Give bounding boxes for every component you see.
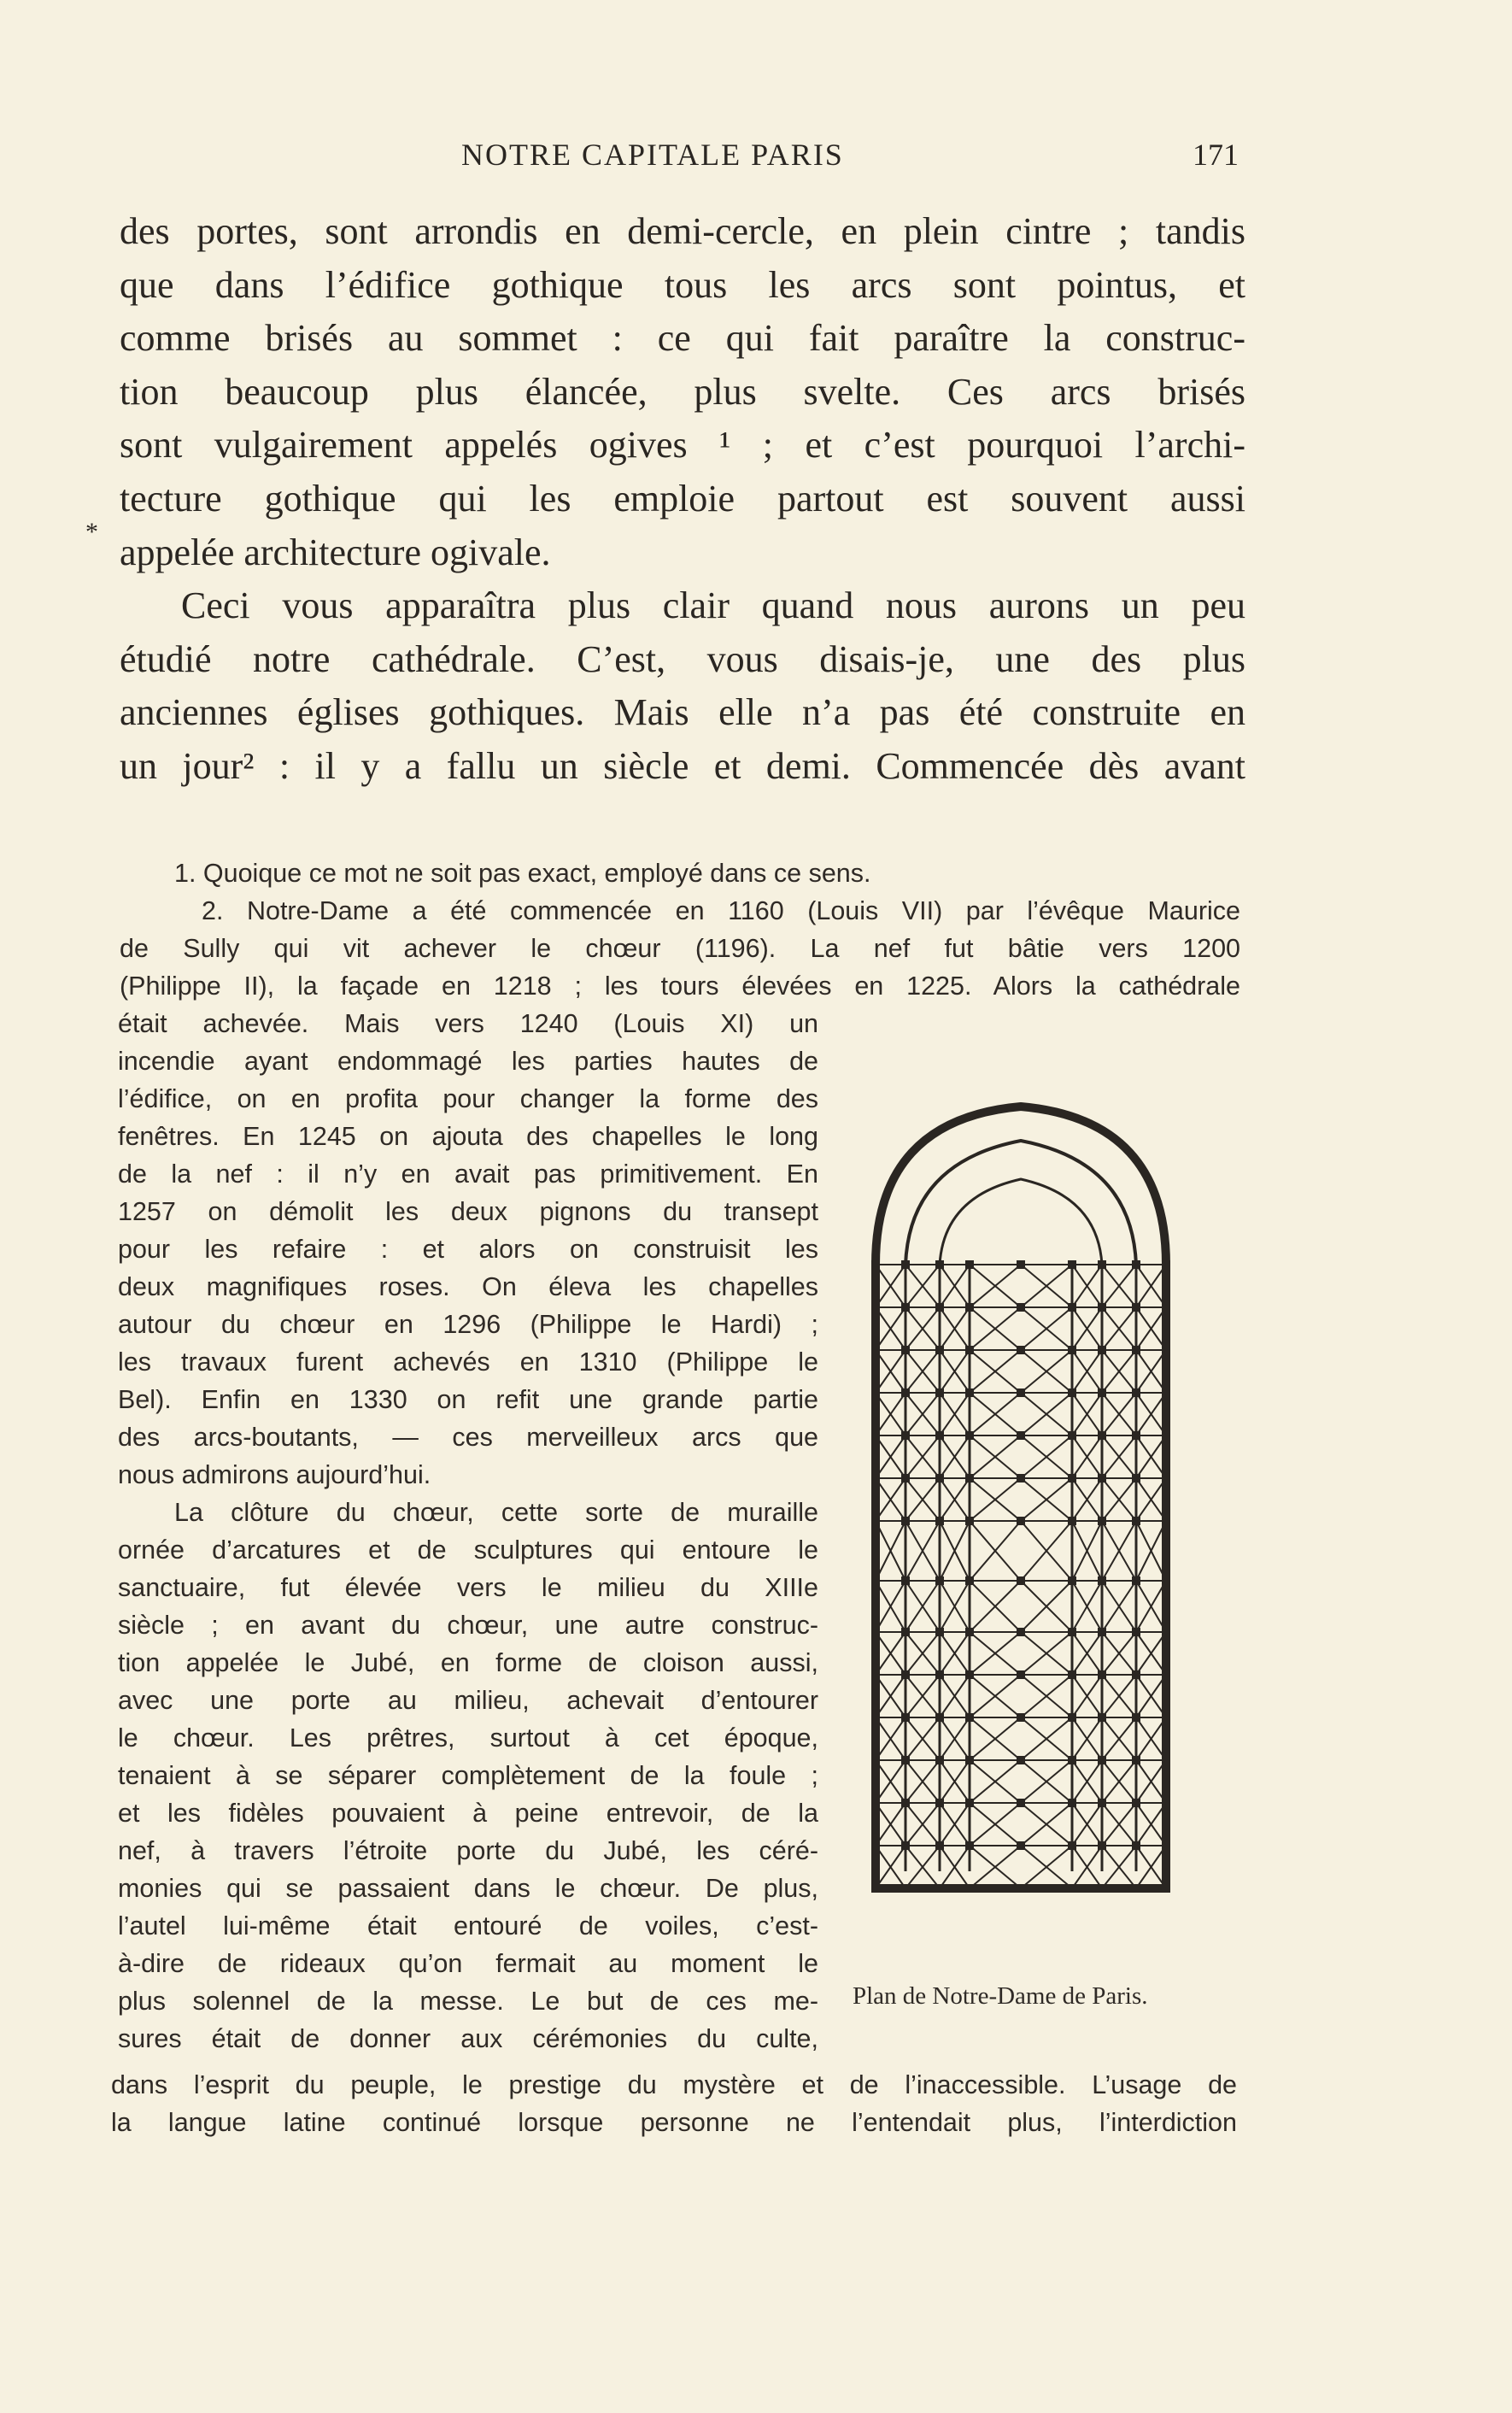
pier (965, 1346, 974, 1354)
pier (871, 1389, 880, 1397)
pier (1132, 1628, 1140, 1636)
footnote-line: l’édifice, on en profita pour changer la forme des (118, 1084, 818, 1113)
pier (871, 1576, 880, 1585)
pier (871, 1756, 880, 1764)
margin-mark: * (85, 518, 98, 546)
pier (1017, 1799, 1025, 1807)
pier (1017, 1431, 1025, 1440)
footnote-line: fenêtres. En 1245 on ajouta des chapelles le long (118, 1122, 818, 1151)
pier (871, 1431, 880, 1440)
pier (1132, 1260, 1140, 1269)
body-line: que dans l’édifice gothique tous les arcs sont pointus, et (120, 263, 1245, 306)
footnote-line: plus solennel de la messe. Le but de ces me- (118, 1987, 818, 2016)
pier (965, 1474, 974, 1482)
pier (935, 1670, 944, 1679)
footnote-line: de Sully qui vit achever le chœur (1196). La nef fut bâtie vers 1200 (120, 934, 1240, 963)
pier (1068, 1517, 1076, 1525)
pier (1017, 1346, 1025, 1354)
pier (935, 1884, 944, 1893)
pier (1162, 1389, 1170, 1397)
pier (901, 1389, 910, 1397)
body-line: sont vulgairement appelés ogives ¹ ; et c’est pourquoi l’archi- (120, 424, 1245, 467)
footnote-line: sanctuaire, fut élevée vers le milieu du XIIIe (118, 1573, 818, 1602)
pier (901, 1628, 910, 1636)
footnote-line: autour du chœur en 1296 (Philippe le Hardi) ; (118, 1310, 818, 1339)
pier (965, 1670, 974, 1679)
pier (1017, 1389, 1025, 1397)
pier (1017, 1303, 1025, 1312)
body-text (120, 205, 1245, 794)
pier (1162, 1799, 1170, 1807)
footnotes-column (118, 1005, 818, 2058)
pier (1017, 1260, 1025, 1269)
pier (1132, 1517, 1140, 1525)
pier (1132, 1303, 1140, 1312)
pier (965, 1756, 974, 1764)
pier (935, 1389, 944, 1397)
pier (1162, 1841, 1170, 1850)
pier (871, 1884, 880, 1893)
footnote-line: la langue latine continué lorsque personne ne l’entendait plus, l’interdiction (111, 2108, 1237, 2137)
pier (1068, 1431, 1076, 1440)
pier (965, 1841, 974, 1850)
body-line: des portes, sont arrondis en demi-cercle, en plein cintre ; tandis (120, 210, 1245, 252)
pier (1132, 1346, 1140, 1354)
pier (1162, 1756, 1170, 1764)
pier (1017, 1517, 1025, 1525)
pier (935, 1346, 944, 1354)
footnote-line: nef, à travers l’étroite porte du Jubé, les céré- (118, 1836, 818, 1865)
pier (1132, 1431, 1140, 1440)
pier (1098, 1576, 1106, 1585)
pier (1068, 1260, 1076, 1269)
page-header (0, 137, 1512, 179)
footnote-line: et les fidèles pouvaient à peine entrevoir, de la (118, 1799, 818, 1828)
pier (901, 1517, 910, 1525)
footnote-line: pour les refaire : et alors on construisit les (118, 1235, 818, 1264)
pier (1132, 1799, 1140, 1807)
pier (965, 1799, 974, 1807)
pier (965, 1260, 974, 1269)
pier (901, 1670, 910, 1679)
pier (1162, 1474, 1170, 1482)
footnote-line: avec une porte au milieu, achevait d’entourer (118, 1686, 818, 1715)
pier (965, 1303, 974, 1312)
pier (1162, 1884, 1170, 1893)
footnote-line: l’autel lui-même était entouré de voiles, c’est- (118, 1911, 818, 1940)
pier (1068, 1756, 1076, 1764)
footnote-line: tion appelée le Jubé, en forme de cloison aussi, (118, 1648, 818, 1677)
footnote-line: deux magnifiques roses. On éleva les chapelles (118, 1272, 818, 1301)
pier (1098, 1517, 1106, 1525)
pier (1162, 1303, 1170, 1312)
footnote-line: nous admirons aujourd’hui. (118, 1460, 431, 1489)
pier (935, 1576, 944, 1585)
pier (1068, 1346, 1076, 1354)
footnote-line: les travaux furent achevés en 1310 (Philippe le (118, 1347, 818, 1377)
footnote-2: 2. Notre-Dame a été commencée en 1160 (Louis VII) par l’évêque Maurice (202, 896, 1240, 925)
pier (1098, 1670, 1106, 1679)
body-line: tecture gothique qui les emploie partout est souvent aussi (120, 477, 1245, 520)
pier (1017, 1576, 1025, 1585)
pier (965, 1517, 974, 1525)
pier (1068, 1884, 1076, 1893)
pier (1017, 1628, 1025, 1636)
pier (871, 1670, 880, 1679)
pier (965, 1884, 974, 1893)
footnote-line: dans l’esprit du peuple, le prestige du mystère et de l’inaccessible. L’usage de (111, 2070, 1237, 2099)
pier (965, 1628, 974, 1636)
footnote-line: Bel). Enfin en 1330 on refit une grande partie (118, 1385, 818, 1414)
pier (1132, 1576, 1140, 1585)
footnote-line: ornée d’arcatures et de sculptures qui entoure le (118, 1535, 818, 1565)
pier (935, 1756, 944, 1764)
pier (1132, 1713, 1140, 1722)
pier (871, 1628, 880, 1636)
pier (901, 1576, 910, 1585)
pier (1098, 1260, 1106, 1269)
pier (1162, 1628, 1170, 1636)
footnote-line: à-dire de rideaux qu’on fermait au moment le (118, 1949, 818, 1978)
footnote-line: monies qui se passaient dans le chœur. De plus, (118, 1874, 818, 1903)
pier (1068, 1670, 1076, 1679)
pier (1132, 1884, 1140, 1893)
pier (1068, 1841, 1076, 1850)
pier (1098, 1303, 1106, 1312)
pier (1098, 1628, 1106, 1636)
figure-caption: Plan de Notre-Dame de Paris. (853, 1982, 1148, 2010)
footnotes-wide (120, 854, 1240, 1005)
pier (1068, 1303, 1076, 1312)
cathedral-floor-plan (859, 1102, 1192, 1923)
pier (1162, 1517, 1170, 1525)
pier (871, 1346, 880, 1354)
footnote-line: de la nef : il n’y en avait pas primitivement. En (118, 1160, 818, 1189)
pier (935, 1431, 944, 1440)
pier (1068, 1474, 1076, 1482)
pier (1098, 1474, 1106, 1482)
footnote-line: le chœur. Les prêtres, surtout à cet époque, (118, 1723, 818, 1753)
pier (871, 1517, 880, 1525)
pier (965, 1389, 974, 1397)
pier (901, 1884, 910, 1893)
pier (935, 1474, 944, 1482)
pier (1132, 1474, 1140, 1482)
pier (871, 1260, 880, 1269)
pier (901, 1303, 910, 1312)
pier (1162, 1576, 1170, 1585)
pier (1068, 1628, 1076, 1636)
pier (1162, 1431, 1170, 1440)
body-line: un jour² : il y a fallu un siècle et demi. Commencée dès avant (120, 744, 1245, 787)
pier (1017, 1756, 1025, 1764)
pier (1162, 1346, 1170, 1354)
pier (1098, 1713, 1106, 1722)
pier (901, 1346, 910, 1354)
pier (901, 1756, 910, 1764)
pier (1068, 1713, 1076, 1722)
pier (1068, 1799, 1076, 1807)
body-line: Ceci vous apparaîtra plus clair quand nous aurons un peu (181, 584, 1245, 627)
pier (1132, 1389, 1140, 1397)
footnote-1: 1. Quoique ce mot ne soit pas exact, employé dans ce sens. (174, 859, 871, 888)
pier (1162, 1260, 1170, 1269)
pier (901, 1474, 910, 1482)
body-line: étudié notre cathédrale. C’est, vous disais-je, une des plus (120, 637, 1245, 680)
footnote-line: incendie ayant endommagé les parties hautes de (118, 1047, 818, 1076)
pier (935, 1303, 944, 1312)
pier (1098, 1884, 1106, 1893)
running-head: NOTRE CAPITALE PARIS (461, 138, 844, 172)
pier (901, 1841, 910, 1850)
footnote-line: tenaient à se séparer complètement de la foule ; (118, 1761, 818, 1790)
pier (1017, 1841, 1025, 1850)
footnote-line: sures était de donner aux cérémonies du culte, (118, 2024, 818, 2053)
pier (1017, 1670, 1025, 1679)
pier (935, 1517, 944, 1525)
body-line: comme brisés au sommet : ce qui fait paraître la construc- (120, 317, 1245, 360)
page-number: 171 (1193, 138, 1239, 172)
pier (1068, 1389, 1076, 1397)
body-line: anciennes églises gothiques. Mais elle n’a pas été construite en (120, 691, 1245, 734)
footnotes-final (111, 2066, 1237, 2141)
pier (1098, 1841, 1106, 1850)
pier (871, 1713, 880, 1722)
pier (901, 1713, 910, 1722)
pier (965, 1431, 974, 1440)
pier (1098, 1431, 1106, 1440)
pier (1132, 1670, 1140, 1679)
pier (965, 1713, 974, 1722)
pier (935, 1260, 944, 1269)
pier (871, 1841, 880, 1850)
pier (1132, 1756, 1140, 1764)
pier (901, 1260, 910, 1269)
body-line: tion beaucoup plus élancée, plus svelte. Ces arcs brisés (120, 370, 1245, 413)
footnote-line: 1257 on démolit les deux pignons du transept (118, 1197, 818, 1226)
pier (935, 1628, 944, 1636)
pier (1098, 1346, 1106, 1354)
pier (871, 1303, 880, 1312)
pier (1017, 1474, 1025, 1482)
pier (935, 1841, 944, 1850)
footnote-line: était achevée. Mais vers 1240 (Louis XI) un (118, 1009, 818, 1038)
pier (1098, 1799, 1106, 1807)
pier (935, 1713, 944, 1722)
pier (1017, 1884, 1025, 1893)
pier (1162, 1670, 1170, 1679)
pier (1098, 1756, 1106, 1764)
pier (1017, 1713, 1025, 1722)
pier (1068, 1576, 1076, 1585)
footnote-line: (Philippe II), la façade en 1218 ; les tours élevées en 1225. Alors la cathédrale (120, 972, 1240, 1001)
floor-plan-drawing (859, 1102, 1192, 1923)
pier (1132, 1841, 1140, 1850)
pier (901, 1799, 910, 1807)
pier (1162, 1713, 1170, 1722)
body-line: appelée architecture ogivale. (120, 531, 551, 573)
footnote-line: des arcs-boutants, — ces merveilleux arcs que (118, 1423, 818, 1452)
pier (935, 1799, 944, 1807)
pier (871, 1799, 880, 1807)
pier (1098, 1389, 1106, 1397)
pier (871, 1474, 880, 1482)
footnote-line: siècle ; en avant du chœur, une autre construc- (118, 1611, 818, 1640)
footnote-line: La clôture du chœur, cette sorte de muraille (174, 1498, 818, 1527)
pier (965, 1576, 974, 1585)
pier (901, 1431, 910, 1440)
